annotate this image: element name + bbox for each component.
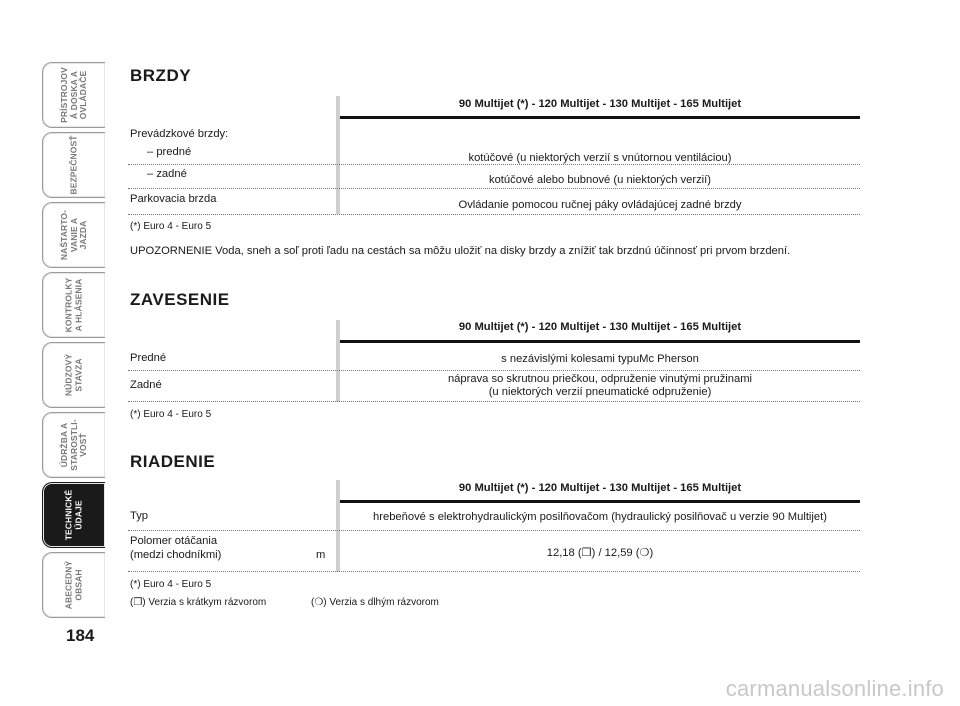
tab-label: ABECEDNÝ OBSAH bbox=[63, 560, 83, 610]
warning-text: UPOZORNENIE Voda, sneh a soľ proti ľadu na cestách sa môžu uložiť na disky brzdy a znížiť tak brzdnú účinnosť pri prvom brzdení. bbox=[130, 245, 791, 257]
value-front-brakes: kotúčové (u niektorých verzií s vnútornou ventiláciou) bbox=[468, 152, 732, 164]
value-steering-type: hrebeňové s elektrohydraulickým posilňovačom (hydraulický posilňovač u verzie 90 Multijet) bbox=[373, 511, 827, 523]
tab-technicke-udaje[interactable] bbox=[42, 482, 105, 548]
header-rule bbox=[340, 500, 860, 503]
tab-label: ÚDRŽBA A STAROSTLI- VOSŤ bbox=[58, 419, 88, 471]
label-rear: – zadné bbox=[147, 168, 187, 180]
watermark: carmanualsonline.info bbox=[725, 676, 944, 701]
tab-abecedny-obsah[interactable] bbox=[42, 552, 105, 618]
value-turning-radius: 12,18 (❒) / 12,59 (❍) bbox=[546, 547, 654, 559]
row-rule bbox=[128, 214, 860, 215]
legend-long-wheelbase: (❍) Verzia s dlhým rázvorom bbox=[311, 597, 439, 608]
row-rule bbox=[128, 370, 860, 371]
section-tabs bbox=[42, 62, 104, 624]
tab-pristrojova-doska[interactable] bbox=[42, 62, 105, 128]
header-rule bbox=[340, 340, 860, 343]
tab-udrzba[interactable] bbox=[42, 412, 105, 478]
label-turning-radius: Polomer otáčania bbox=[130, 535, 218, 547]
label-service-brakes: Prevádzkové brzdy: bbox=[130, 128, 229, 140]
tab-label: KONTROLKY A HLÁSENIA bbox=[63, 277, 83, 333]
footnote: (*) Euro 4 - Euro 5 bbox=[130, 221, 212, 232]
value-rear-suspension-note: (u niektorých verzií pneumatické odpruženie) bbox=[488, 386, 712, 398]
row-rule bbox=[128, 571, 860, 572]
value-front-suspension: s nezávislými kolesami typuMc Pherson bbox=[501, 353, 699, 365]
tab-label: TECHNICKÉ ÚDAJE bbox=[63, 489, 83, 541]
tab-nudzovy-stav[interactable] bbox=[42, 342, 105, 408]
tab-kontrolky[interactable] bbox=[42, 272, 105, 338]
label-turning-radius-note: (medzi chodníkmi) bbox=[130, 549, 222, 561]
row-rule bbox=[128, 530, 860, 531]
tab-label: NAŠTARTO- VANIE A JAZDA bbox=[58, 209, 88, 261]
footnote: (*) Euro 4 - Euro 5 bbox=[130, 409, 212, 420]
label-parking-brake: Parkovacia brzda bbox=[130, 193, 217, 205]
row-rule bbox=[128, 188, 860, 189]
tab-bezpecnost[interactable] bbox=[42, 132, 105, 198]
column-header: 90 Multijet (*) - 120 Multijet - 130 Multijet - 165 Multijet bbox=[458, 482, 742, 494]
label-steering-type: Typ bbox=[130, 510, 149, 522]
label-rear-suspension: Zadné bbox=[130, 379, 162, 391]
section-title-brzdy: BRZDY bbox=[130, 66, 192, 85]
label-front-suspension: Predné bbox=[130, 352, 167, 364]
footnote: (*) Euro 4 - Euro 5 bbox=[130, 579, 212, 590]
column-header: 90 Multijet (*) - 120 Multijet - 130 Multijet - 165 Multijet bbox=[458, 98, 742, 110]
tab-label: BEZPEČNOSŤ bbox=[68, 135, 79, 195]
label-front: – predné bbox=[147, 146, 192, 158]
tab-label: NÚDZOVÝ STAV​ZA bbox=[63, 353, 83, 397]
row-rule bbox=[128, 164, 860, 165]
tab-nastartovanie[interactable] bbox=[42, 202, 105, 268]
value-parking-brake: Ovládanie pomocou ručnej páky ovládajúcej zadné brzdy bbox=[458, 199, 742, 211]
header-rule bbox=[340, 116, 860, 119]
row-rule bbox=[128, 401, 860, 402]
column-header: 90 Multijet (*) - 120 Multijet - 130 Multijet - 165 Multijet bbox=[458, 321, 742, 333]
tab-label: PRÍSTROJOV Á DOSKA A OVLÁDAČE bbox=[58, 67, 88, 123]
value-rear-brakes: kotúčové alebo bubnové (u niektorých verzií) bbox=[488, 174, 711, 186]
unit-meters: m bbox=[316, 549, 326, 561]
legend-short-wheelbase: (❒) Verzia s krátkym rázvorom bbox=[130, 597, 267, 608]
section-title-riadenie: RIADENIE bbox=[130, 452, 216, 471]
section-title-zavesenie: ZAVESENIE bbox=[130, 290, 230, 309]
page-number: 184 bbox=[66, 626, 95, 645]
value-rear-suspension: náprava so skrutnou priečkou, odpruženie vinutými pružinami bbox=[447, 373, 753, 385]
